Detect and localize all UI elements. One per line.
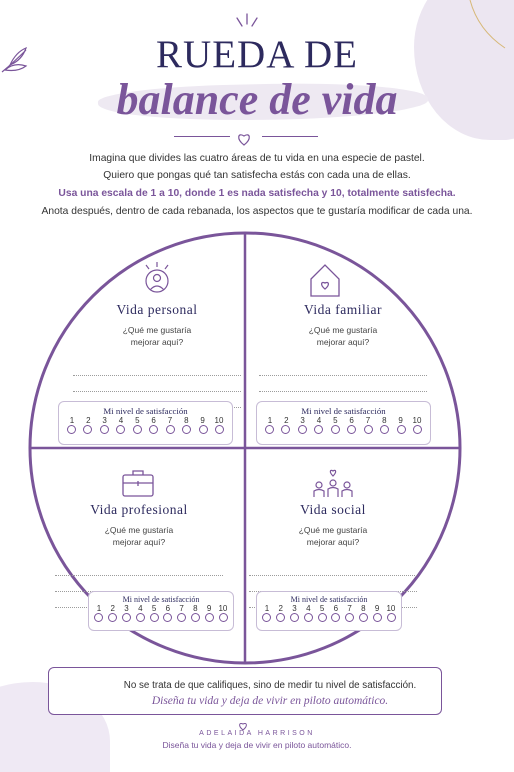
- scale-number: 6: [333, 604, 339, 613]
- scale-number: 7: [347, 604, 352, 613]
- scale-circle[interactable]: [387, 613, 396, 622]
- scale-number: 1: [264, 604, 270, 613]
- person-icon: [146, 262, 168, 292]
- scale-circle[interactable]: [205, 613, 214, 622]
- scale-number: 6: [349, 416, 354, 425]
- scale-circle[interactable]: [397, 425, 406, 434]
- scale-circle[interactable]: [67, 425, 76, 434]
- scale-circle[interactable]: [364, 425, 373, 434]
- scale-circle[interactable]: [318, 613, 327, 622]
- scale-circle[interactable]: [108, 613, 117, 622]
- scale-circle[interactable]: [219, 613, 228, 622]
- scale-number: 1: [96, 604, 102, 613]
- scale-number: 5: [151, 604, 157, 613]
- scale-circle[interactable]: [413, 425, 422, 434]
- scale-circles[interactable]: [59, 425, 232, 434]
- brand-name: ADELAIDA HARRISON: [199, 730, 315, 737]
- scale-number: 8: [382, 416, 387, 425]
- intro-line: Imagina que divides las cuatro áreas de tu vida en una especie de pastel.: [89, 153, 425, 164]
- scale-number: 10: [218, 604, 228, 613]
- group-heart-icon: [314, 470, 352, 497]
- quadrant-vida-familiar: [248, 302, 438, 408]
- quadrant-question: ¿Qué me gustaría mejorar aquí?: [298, 525, 368, 547]
- scale-circle[interactable]: [116, 425, 125, 434]
- scale-circle[interactable]: [281, 425, 290, 434]
- scale-number: 1: [267, 416, 273, 425]
- scale-number: 9: [374, 604, 380, 613]
- satisfaction-label: Mi nivel de satisfacción: [122, 595, 200, 604]
- footer-quote-line1: No se trata de que califiques, sino de medir tu nivel de satisfacción.: [123, 680, 417, 691]
- brand-tagline: Diseña tu vida y deja de vivir en piloto automático.: [162, 740, 352, 750]
- scale-number: 5: [333, 416, 338, 425]
- scale-number: 7: [167, 416, 173, 425]
- scale-circle[interactable]: [136, 613, 145, 622]
- scale-number: 10: [214, 416, 224, 425]
- scale-circle[interactable]: [133, 425, 142, 434]
- satisfaction-box-personal: [58, 401, 233, 445]
- scale-circle[interactable]: [347, 425, 356, 434]
- page-title-line1: RUEDA DE: [156, 33, 358, 76]
- divider-heart-icon: [239, 135, 250, 145]
- scale-number: 6: [151, 416, 156, 425]
- satisfaction-box-profesional: [88, 591, 234, 631]
- scale-numbers: [59, 416, 232, 425]
- scale-circle[interactable]: [373, 613, 382, 622]
- divider-left: [174, 136, 230, 137]
- scale-number: 9: [398, 416, 403, 425]
- quadrant-question: ¿Qué me gustaría mejorar aquí?: [308, 325, 378, 347]
- scale-circle[interactable]: [290, 613, 299, 622]
- scale-circle[interactable]: [314, 425, 323, 434]
- footer-quote-box: [48, 667, 442, 715]
- scale-number: 8: [193, 604, 198, 613]
- scale-circle[interactable]: [163, 613, 172, 622]
- quadrant-title: Vida profesional: [90, 502, 188, 517]
- scale-circle[interactable]: [262, 613, 271, 622]
- intro-highlight-line: Usa una escala de 1 a 10, donde 1 es nada satisfecha y 10, totalmente satisfecha.: [58, 188, 456, 199]
- scale-circles[interactable]: [89, 613, 233, 622]
- scale-circles[interactable]: [257, 613, 401, 622]
- scale-circle[interactable]: [380, 425, 389, 434]
- scale-circle[interactable]: [331, 425, 340, 434]
- quadrant-title: Vida familiar: [303, 302, 383, 317]
- quadrant-title: Vida personal: [116, 302, 198, 317]
- quadrant-vida-personal: [62, 302, 252, 408]
- scale-circle[interactable]: [199, 425, 208, 434]
- scale-circle[interactable]: [83, 425, 92, 434]
- scale-circles[interactable]: [257, 425, 430, 434]
- scale-number: 6: [165, 604, 171, 613]
- scale-circle[interactable]: [100, 425, 109, 434]
- scale-circle[interactable]: [345, 613, 354, 622]
- scale-number: 2: [110, 604, 115, 613]
- satisfaction-label: Mi nivel de satisfacción: [290, 595, 368, 604]
- scale-number: 3: [300, 416, 305, 425]
- sparkle-icon: [237, 14, 257, 26]
- scale-number: 2: [284, 416, 289, 425]
- scale-circle[interactable]: [191, 613, 200, 622]
- scale-circle[interactable]: [94, 613, 103, 622]
- scale-number: 8: [184, 416, 189, 425]
- scale-number: 10: [412, 416, 422, 425]
- satisfaction-label: Mi nivel de satisfacción: [103, 406, 188, 416]
- scale-circle[interactable]: [265, 425, 274, 434]
- briefcase-icon: [123, 471, 153, 496]
- scale-circle[interactable]: [122, 613, 131, 622]
- scale-number: 9: [200, 416, 205, 425]
- scale-number: 4: [306, 604, 311, 613]
- scale-number: 9: [206, 604, 212, 613]
- scale-number: 2: [86, 416, 91, 425]
- intro-line: Quiero que pongas qué tan satisfecha estás con cada una de ellas.: [103, 170, 411, 181]
- scale-number: 4: [118, 416, 124, 425]
- scale-number: 3: [292, 604, 297, 613]
- intro-line: Anota después, dentro de cada rebanada, los aspectos que te gustaría modificar de cada una.: [41, 206, 473, 217]
- scale-number: 10: [386, 604, 396, 613]
- quadrant-question: ¿Qué me gustaría mejorar aquí?: [122, 325, 192, 347]
- scale-circle[interactable]: [276, 613, 285, 622]
- satisfaction-box-social: [256, 591, 402, 631]
- scale-circle[interactable]: [182, 425, 191, 434]
- scale-number: 8: [361, 604, 366, 613]
- satisfaction-box-familiar: [256, 401, 431, 445]
- scale-circle[interactable]: [149, 425, 158, 434]
- scale-number: 3: [124, 604, 129, 613]
- scale-circle[interactable]: [359, 613, 368, 622]
- scale-number: 5: [135, 416, 140, 425]
- scale-number: 1: [69, 416, 75, 425]
- quadrant-question: ¿Qué me gustaría mejorar aquí?: [104, 525, 174, 547]
- scale-number: 3: [102, 416, 107, 425]
- scale-numbers: [89, 604, 233, 613]
- quadrant-title: Vida social: [300, 502, 366, 517]
- scale-number: 4: [316, 416, 322, 425]
- scale-number: 4: [138, 604, 143, 613]
- satisfaction-label: Mi nivel de satisfacción: [301, 406, 386, 416]
- page-title-line2: balance de vida: [116, 75, 398, 124]
- scale-number: 2: [278, 604, 283, 613]
- scale-numbers: [257, 604, 401, 613]
- scale-circle[interactable]: [150, 613, 159, 622]
- scale-circle[interactable]: [298, 425, 307, 434]
- scale-circle[interactable]: [215, 425, 224, 434]
- scale-circle[interactable]: [166, 425, 175, 434]
- scale-circle[interactable]: [177, 613, 186, 622]
- house-heart-icon: [311, 265, 339, 296]
- scale-circle[interactable]: [331, 613, 340, 622]
- scale-circle[interactable]: [304, 613, 313, 622]
- scale-number: 7: [179, 604, 184, 613]
- scale-number: 7: [365, 416, 371, 425]
- scale-numbers: [257, 416, 430, 425]
- footer-quote-line2: Diseña tu vida y deja de vivir en piloto automático.: [151, 695, 389, 707]
- divider-right: [262, 136, 318, 137]
- scale-number: 5: [319, 604, 325, 613]
